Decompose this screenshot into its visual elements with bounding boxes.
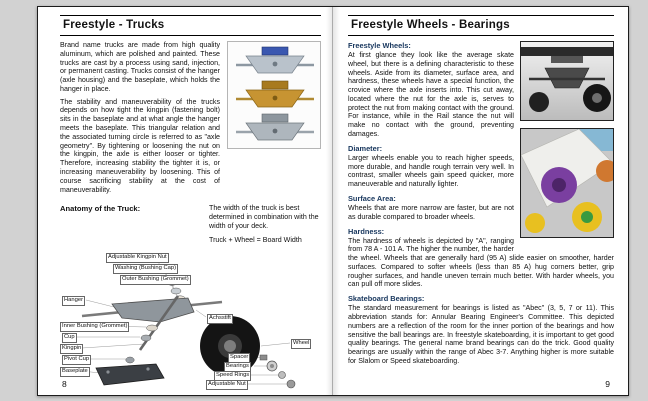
intro-paragraph-1: Brand name trucks are made from high quality aluminum, which are polished and painted. These trucks are cast by a process using sand, injection, or permanent casting. Trucks consist of the hanger (axle housing) and the baseplate, which holds the hanger in place. xyxy=(60,41,220,93)
diagram-label: Adjustable Kingpin Nut xyxy=(106,253,169,262)
diagram-label: Achsstift xyxy=(207,314,233,323)
truck-bw-illustration xyxy=(521,42,613,120)
page-number-right: 9 xyxy=(605,379,610,389)
section-text-hardness: The hardness of wheels is depicted by "A", ranging from 78 A - 101 A. The higher the number, the harder the wheel. Wheels that are generally hard (95 A) slide easier on smoother, harder surfaces. Compared to softer wheels (less than 85 A) hug corners better, grip rougher surfaces, and handle uneven terrain much better. With harder wheels, you can pull off more slides. xyxy=(348,236,614,289)
width-note-text: The width of the truck is best determined in combination with the width of your deck. xyxy=(209,204,319,230)
truck-anatomy-diagram xyxy=(60,252,321,392)
truck-width-note xyxy=(209,204,321,249)
anatomy-heading: Anatomy of the Truck: xyxy=(60,204,141,214)
section-text-surface-area: Wheels that are more narrow are faster, but are not as durable compared to broader wheels. xyxy=(348,203,514,221)
diagram-label: Speed Rings xyxy=(214,371,251,380)
diagram-label: Washing (Bushing Cap) xyxy=(113,264,178,273)
wheels-color-illustration xyxy=(521,129,613,237)
anatomy-row xyxy=(60,204,321,249)
section-text-diameter: Larger wheels enable you to reach higher speeds, more durable, and handle rough terrain very well. In contrast, smaller wheels gain speed quicker, more maneuverable and naturally lighter. xyxy=(348,153,514,189)
diagram-label: Pivot Cup xyxy=(62,355,91,364)
width-formula: Truck + Wheel = Board Width xyxy=(209,235,302,244)
right-page-header xyxy=(348,15,614,36)
book-spread xyxy=(37,6,629,396)
section-heading-diameter: Diameter: xyxy=(348,143,383,153)
right-page-content xyxy=(348,41,614,366)
diagram-label: Cup xyxy=(62,333,77,342)
page-number-left: 8 xyxy=(62,379,67,389)
diagram-label: Adjustable Nut xyxy=(206,380,248,389)
diagram-label: Wheel xyxy=(291,339,311,348)
page-left xyxy=(38,7,333,395)
left-intro-text xyxy=(60,41,220,198)
right-page-photos xyxy=(520,41,614,245)
left-intro-row xyxy=(60,41,321,198)
section-text-skateboard-bearings: The standard measurement for bearings is listed as "Abec" (3, 5, 7 or 11). This abbreviation stands for: Annular Bearing Engineer's Committee. This depicted numbers are a reflection of the room for the inner portion of the bearings and how sensitive the ball bearings are. In freestyle skateboarding, it is important to get good quality bearings. The general name brand bearings can do the trick. Good quality bearings are usually within the range of Abec 3-7. Anything higher is more suitable for Slalom or Speed skateboarding. xyxy=(348,304,614,365)
page-right xyxy=(333,7,628,395)
wheels-color-photo xyxy=(520,128,614,238)
diagram-label: Inner Bushing (Grommet) xyxy=(60,322,129,331)
left-page-title: Freestyle - Trucks xyxy=(63,19,165,31)
section-heading-surface-area: Surface Area: xyxy=(348,193,396,203)
diagram-label: Bearings xyxy=(224,362,251,371)
diagram-label: Kingpin xyxy=(60,344,83,353)
diagram-label: Spacer xyxy=(228,353,250,362)
intro-paragraph-2: The stability and maneuverability of the trucks depends on how tight the kingpin (fastening bolt) sits in the baseplate and at what angle the hanger meets the baseplate. This triangular relation and the associated turning circle is referred to as "axle geometry". By tightening or loosening the nut on the kingpin, the axle is either looser or tighter. Therefore, increasing stability the tighter it is, or increasing maneuverability by loosening. This of course sacrificing stability at the cost of maneuverability. xyxy=(60,97,220,194)
trucks-photo xyxy=(227,41,321,149)
diagram-label: Outer Bushing (Grommet) xyxy=(120,275,191,284)
section-text-freestyle-wheels: At first glance they look like the average skate wheel, but there is a defining characteristic to these wheels. Aside from its diameter, surface area, and hardness, these wheels have a special function, the crovice where the axle inserts into. This cut away, located where the nut for the axle is, serves to protect the nut from making contact with the ground. For instance, while in the Rail stance the nut will make no contact with the ground, preventing damages. xyxy=(348,51,514,139)
trucks-photo-illustration xyxy=(228,42,320,148)
section-heading-hardness: Hardness: xyxy=(348,226,385,236)
right-page-title: Freestyle Wheels - Bearings xyxy=(351,19,510,31)
truck-bw-photo xyxy=(520,41,614,121)
section-heading-skateboard-bearings: Skateboard Bearings: xyxy=(348,294,425,304)
diagram-label: Baseplate xyxy=(60,367,90,376)
section-heading-freestyle-wheels: Freestyle Wheels: xyxy=(348,41,411,50)
left-page-header xyxy=(60,15,321,36)
diagram-label: Hanger xyxy=(62,296,85,305)
